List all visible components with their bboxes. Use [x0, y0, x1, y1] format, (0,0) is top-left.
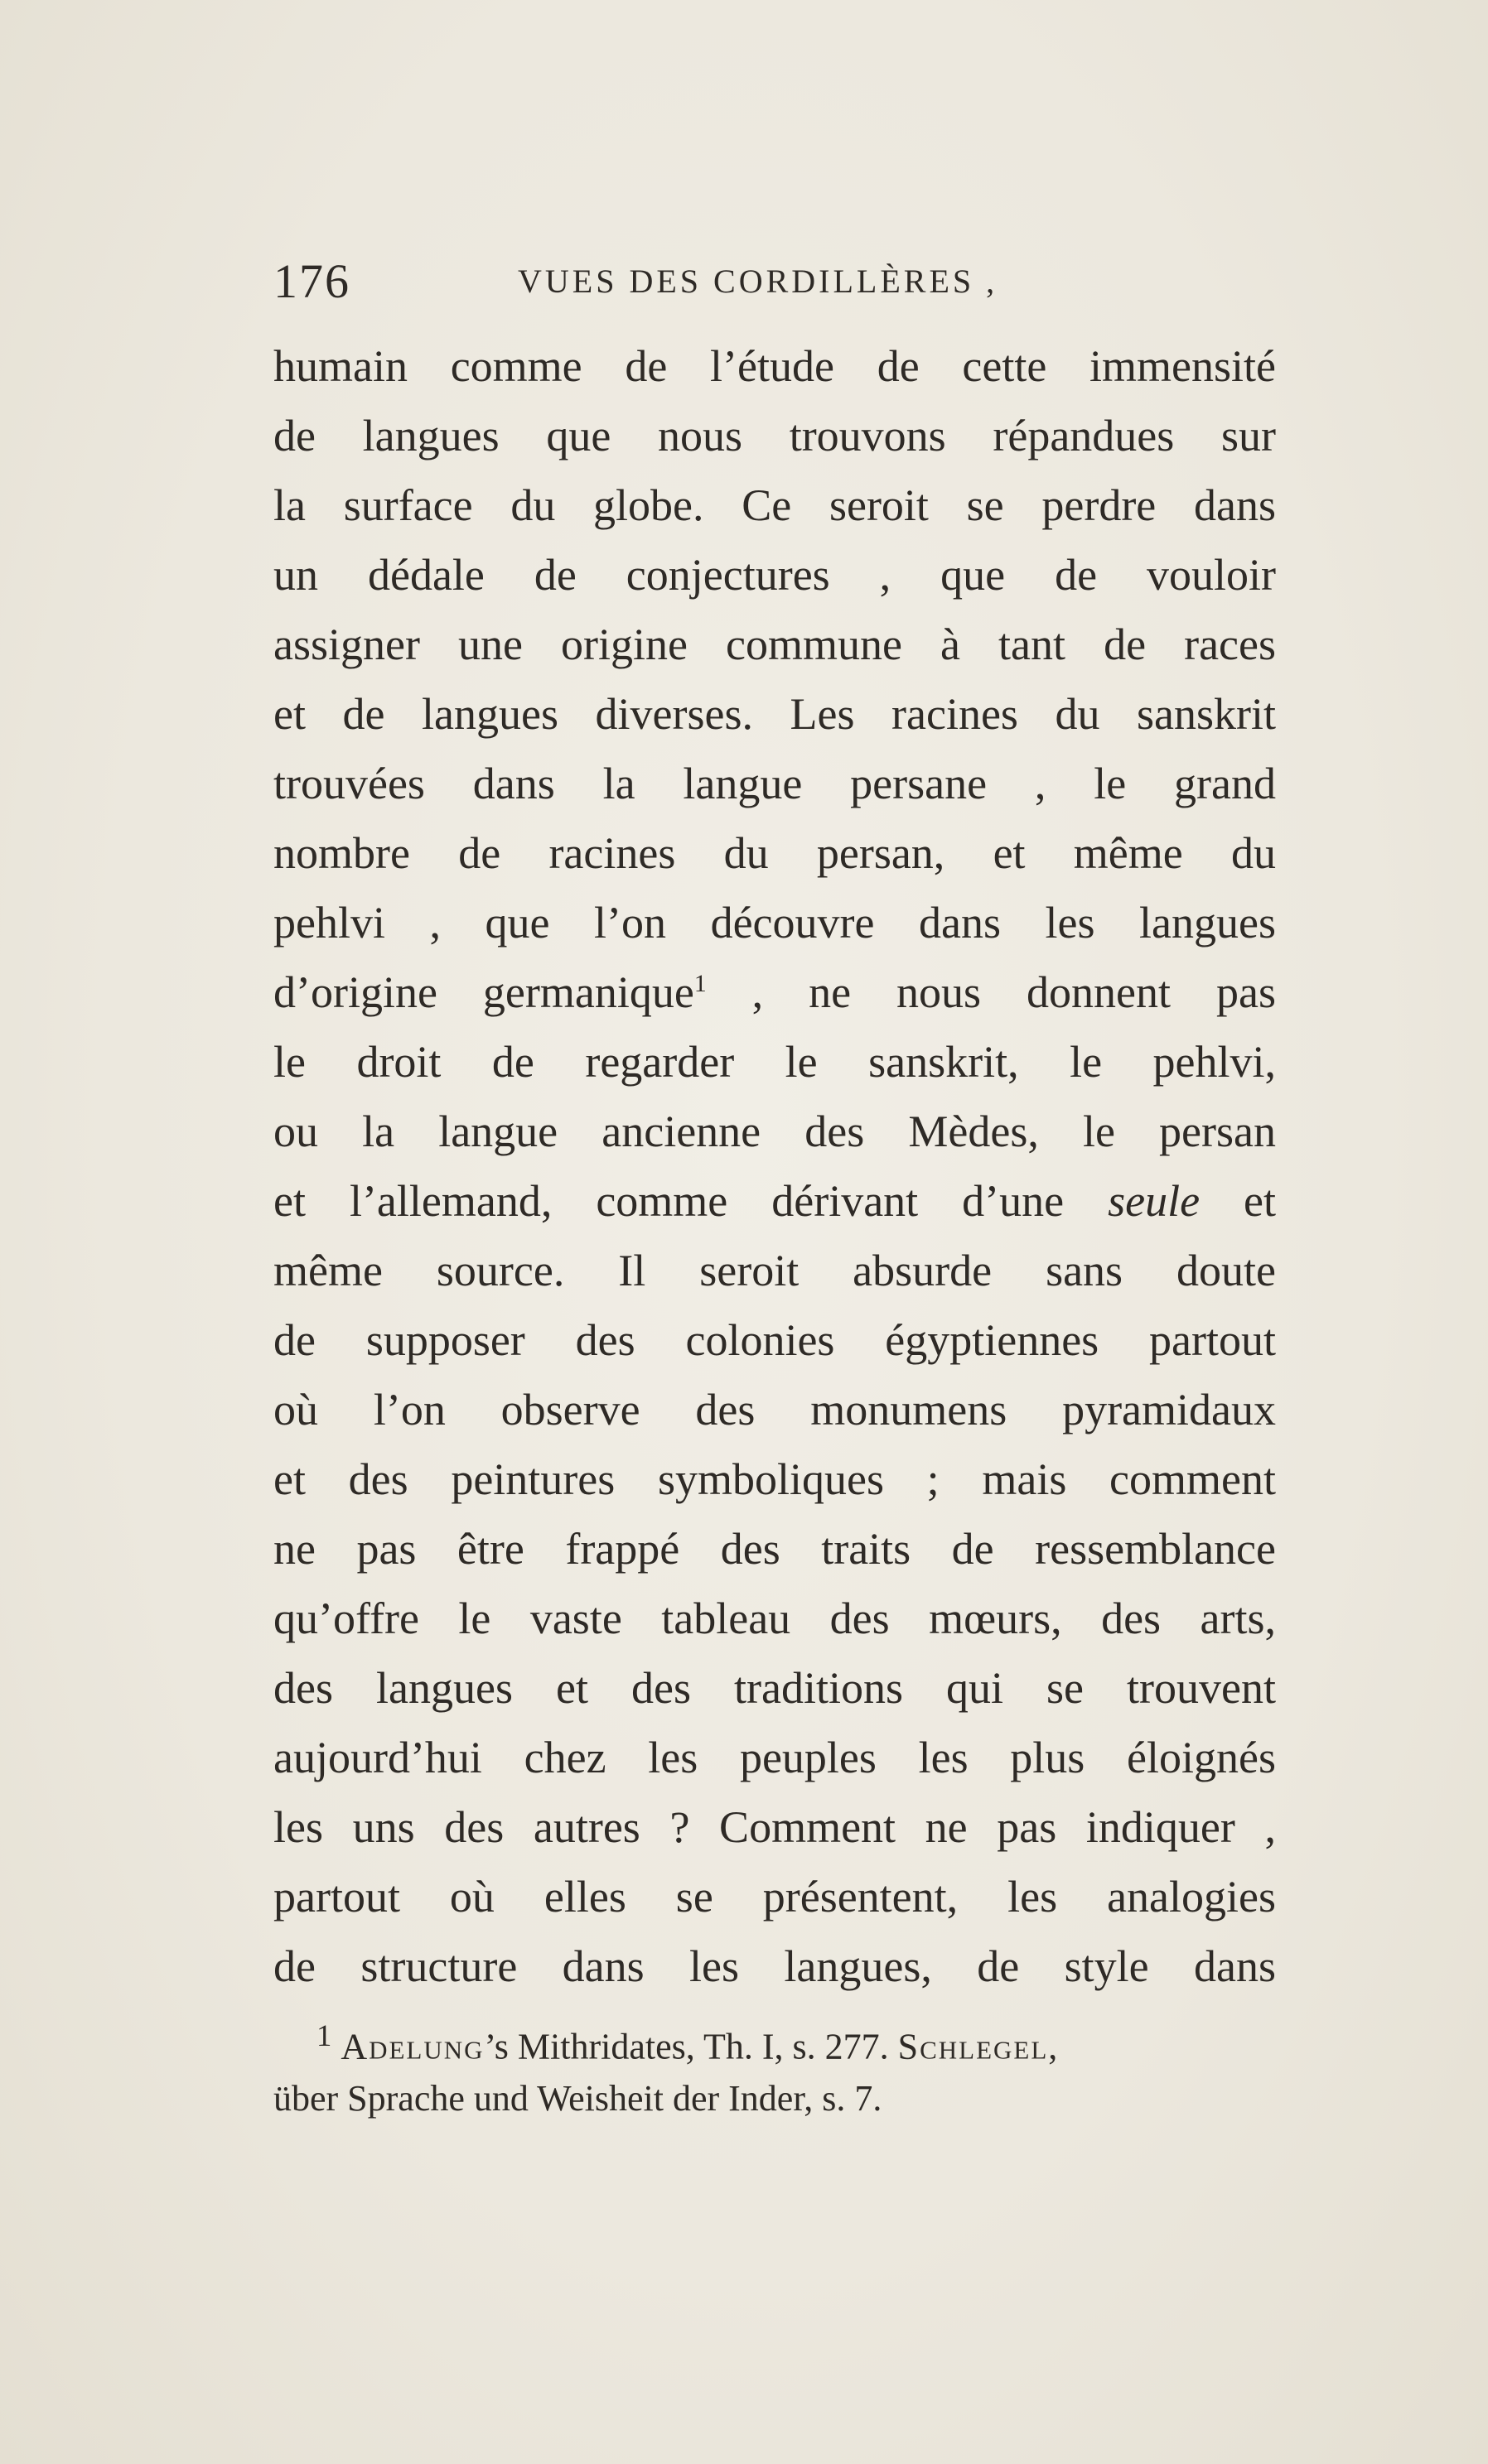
body-text [273, 331, 1276, 2001]
text-line: même source. Il seroit absurde sans doute [273, 1246, 1276, 1295]
text-line: et de langues diverses. Les racines du sanskrit [273, 689, 1276, 739]
footnote-text: ’s Mithridates, Th. I, s. 277. [484, 2026, 889, 2067]
text-line: aujourd’hui chez les peuples les plus éloignés [273, 1733, 1276, 1782]
footnote-text: , [1048, 2026, 1058, 2067]
footnotes [273, 2004, 1276, 2130]
text-line: partout où elles se présentent, les analogies [273, 1872, 1276, 1922]
text-line: ne pas être frappé des traits de ressemblance [273, 1524, 1276, 1574]
text-line: trouvées dans la langue persane , le grand [273, 759, 1276, 808]
text-segment: d’origine germanique [273, 967, 694, 1017]
text-segment: , ne nous donnent pas [706, 967, 1276, 1017]
text-line: nombre de racines du persan, et même du [273, 828, 1276, 878]
text-line: un dédale de conjectures , que de vouloir [273, 550, 1276, 600]
text-line [273, 1166, 1276, 1236]
text-line: ou la langue ancienne des Mèdes, le persan [273, 1107, 1276, 1156]
text-line: qu’offre le vaste tableau des mœurs, des arts, [273, 1594, 1276, 1643]
text-line: les uns des autres ? Comment ne pas indiquer , [273, 1802, 1276, 1852]
italic-word: seule [1108, 1176, 1201, 1226]
page-header [273, 248, 1276, 315]
text-line: et des peintures symboliques ; mais comment [273, 1454, 1276, 1504]
text-line: le droit de regarder le sanskrit, le pehlvi, [273, 1037, 1276, 1087]
footnote-marker: 1 [316, 2018, 332, 2052]
text-line: pehlvi , que l’on découvre dans les langues [273, 898, 1276, 948]
footnote-line: über Sprache und Weisheit der Inder, s. 7. [273, 2078, 882, 2119]
text-line: de supposer des colonies égyptiennes partout [273, 1315, 1276, 1365]
page-number: 176 [273, 254, 350, 308]
footnote-line [273, 2004, 1276, 2067]
text-segment: et l’allemand, comme dérivant d’une [273, 1176, 1109, 1226]
text-line: de structure dans les langues, de style dans [273, 1941, 1276, 1991]
text-line [273, 957, 1276, 1027]
running-head: VUES DES CORDILLÈRES , [518, 263, 998, 300]
text-line: où l’on observe des monumens pyramidaux [273, 1385, 1276, 1435]
text-segment: et [1200, 1176, 1276, 1226]
footnote-reference: 1 [693, 971, 707, 997]
text-line: humain comme de l’étude de cette immensité [273, 341, 1276, 391]
text-line: la surface du globe. Ce seroit se perdre dans [273, 480, 1276, 530]
text-line: assigner une origine commune à tant de races [273, 620, 1276, 669]
text-line: de langues que nous trouvons répandues sur [273, 411, 1276, 460]
footnote-author: Adelung [341, 2026, 485, 2067]
text-line: des langues et des traditions qui se trouvent [273, 1663, 1276, 1713]
footnote-author: Schlegel [897, 2026, 1049, 2067]
